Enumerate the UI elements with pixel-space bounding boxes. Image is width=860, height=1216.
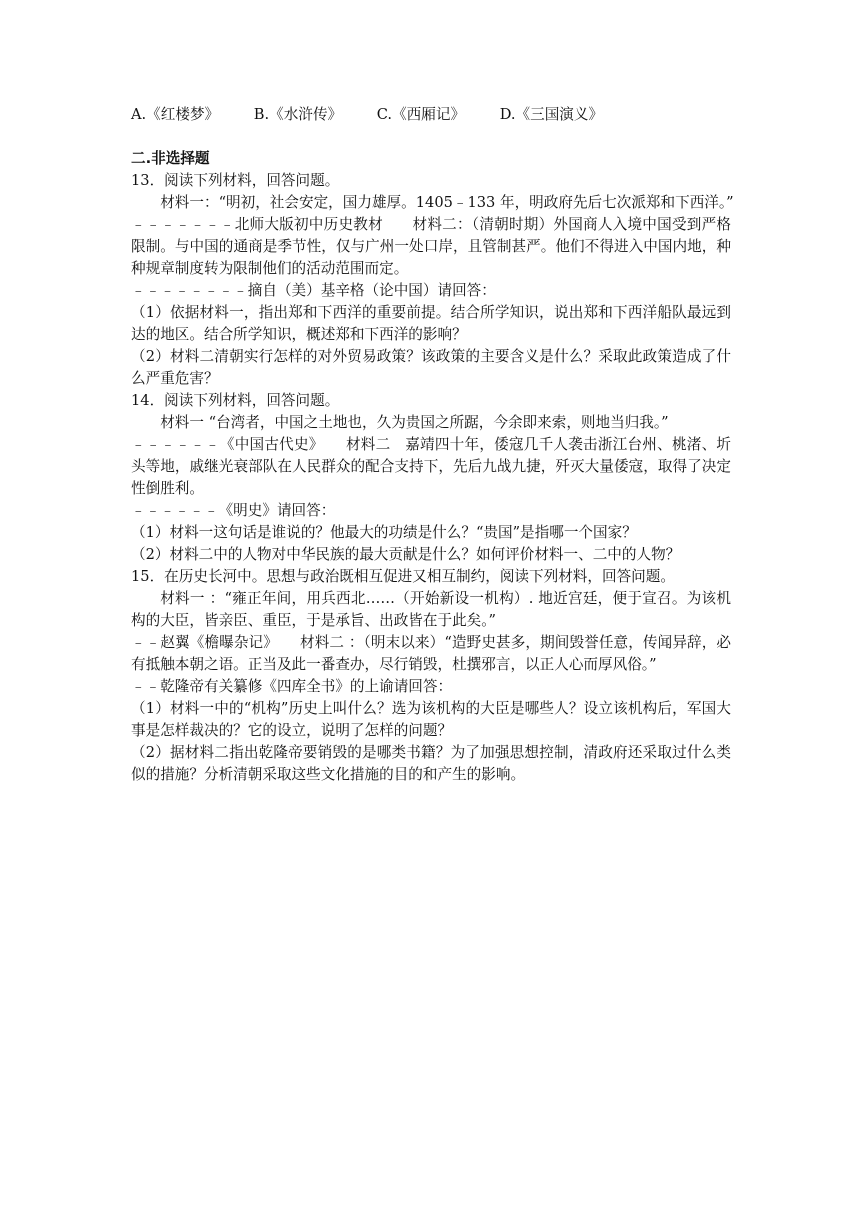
q13-material1: 材料一：“明初，社会安定，国力雄厚。1405﹣133 年，明政府先后七次派郑和下西洋。”: [160, 194, 734, 211]
q14-question2: （2）材料二中的人物对中华民族的最大贡献是什么？如何评价材料一、二中的人物？: [131, 546, 681, 563]
q15-intro: 15．在历史长河中。思想与政治既相互促进又相互制约，阅读下列材料，回答问题。: [131, 568, 675, 585]
q15-material1: 材料一 ：“雍正年间，用兵西北……（开始新设一机构）. 地近宫廷，便于宣召。为该机构的大臣，皆亲臣、重臣，于是承旨、出政皆在于此矣。”: [131, 590, 731, 629]
q15-source1-material2: ﹣﹣赵翼《檐曝杂记》 材料二 ：（明末以来）“造野史甚多，期间毁誉任意，传闻异辞，必有抵触本朝之语。正当及此一番查办，尽行销毁，杜撰邪言，以正人心而厚风俗。”: [131, 634, 731, 673]
q15-question1: （1）材料一中的“机构”历史上叫什么？选为该机构的大臣是哪些人？设立该机构后，军国大事是怎样裁决的？它的设立，说明了怎样的问题？: [131, 700, 731, 739]
q13-question1: （1）依据材料一，指出郑和下西洋的重要前提。结合所学知识，说出郑和下西洋船队最远到达的地区。结合所学知识，概述郑和下西洋的影响？: [131, 304, 731, 343]
q14-source2: ﹣﹣﹣﹣﹣﹣《明史》请回答：: [131, 502, 336, 519]
answer-options: [131, 104, 731, 126]
q14-question1: （1）材料一这句话是谁说的？他最大的功绩是什么？“贵国”是指哪一个国家？: [131, 524, 637, 541]
option-a: A.《红楼梦》: [131, 106, 220, 123]
q15-question2: （2）据材料二指出乾隆帝要销毁的是哪类书籍？为了加强思想控制，清政府还采取过什么类似的措施？分析清朝采取这些文化措施的目的和产生的影响。: [131, 744, 731, 783]
option-b: B.《水浒传》: [253, 106, 343, 123]
q14-source1-material2: ﹣﹣﹣﹣﹣﹣《中国古代史》 材料二 嘉靖四十年，倭寇几千人袭击浙江台州、桃渚、圻头等地，戚继光衰部队在人民群众的配合支持下，先后九战九捷，歼灭大量倭寇，取得了决定性倒胜利。: [131, 436, 731, 497]
section-title: 二.非选择题: [131, 150, 210, 167]
option-d: D.《三国演义》: [499, 106, 604, 123]
q13-intro: 13．阅读下列材料，回答问题。: [131, 172, 340, 189]
q13-source2: ﹣﹣﹣﹣﹣﹣﹣﹣摘自（美）基辛格（论中国）请回答：: [131, 282, 496, 299]
q14-material1: 材料一 “台湾者，中国之土地也，久为贵国之所踞，今余即来索，则地当归我。”: [160, 414, 669, 431]
q14-intro: 14．阅读下列材料，回答问题。: [131, 392, 340, 409]
q13-question2: （2）材料二清朝实行怎样的对外贸易政策？该政策的主要含义是什么？采取此政策造成了什么严重危害？: [131, 348, 731, 387]
q13-source1-material2: ﹣﹣﹣﹣﹣﹣﹣北师大版初中历史教材 材料二：（清朝时期）外国商人入境中国受到严格限制。与中国的通商是季节性，仅与广州一处口岸，且管制甚严。他们不得进入中国内地，种种规章制度转为限制他们的活动范围而定。: [131, 216, 731, 277]
option-c: C.《西厢记》: [376, 106, 466, 123]
q15-source2: ﹣﹣乾隆帝有关纂修《四库全书》的上谕请回答：: [131, 678, 453, 695]
document-content: [131, 104, 734, 786]
